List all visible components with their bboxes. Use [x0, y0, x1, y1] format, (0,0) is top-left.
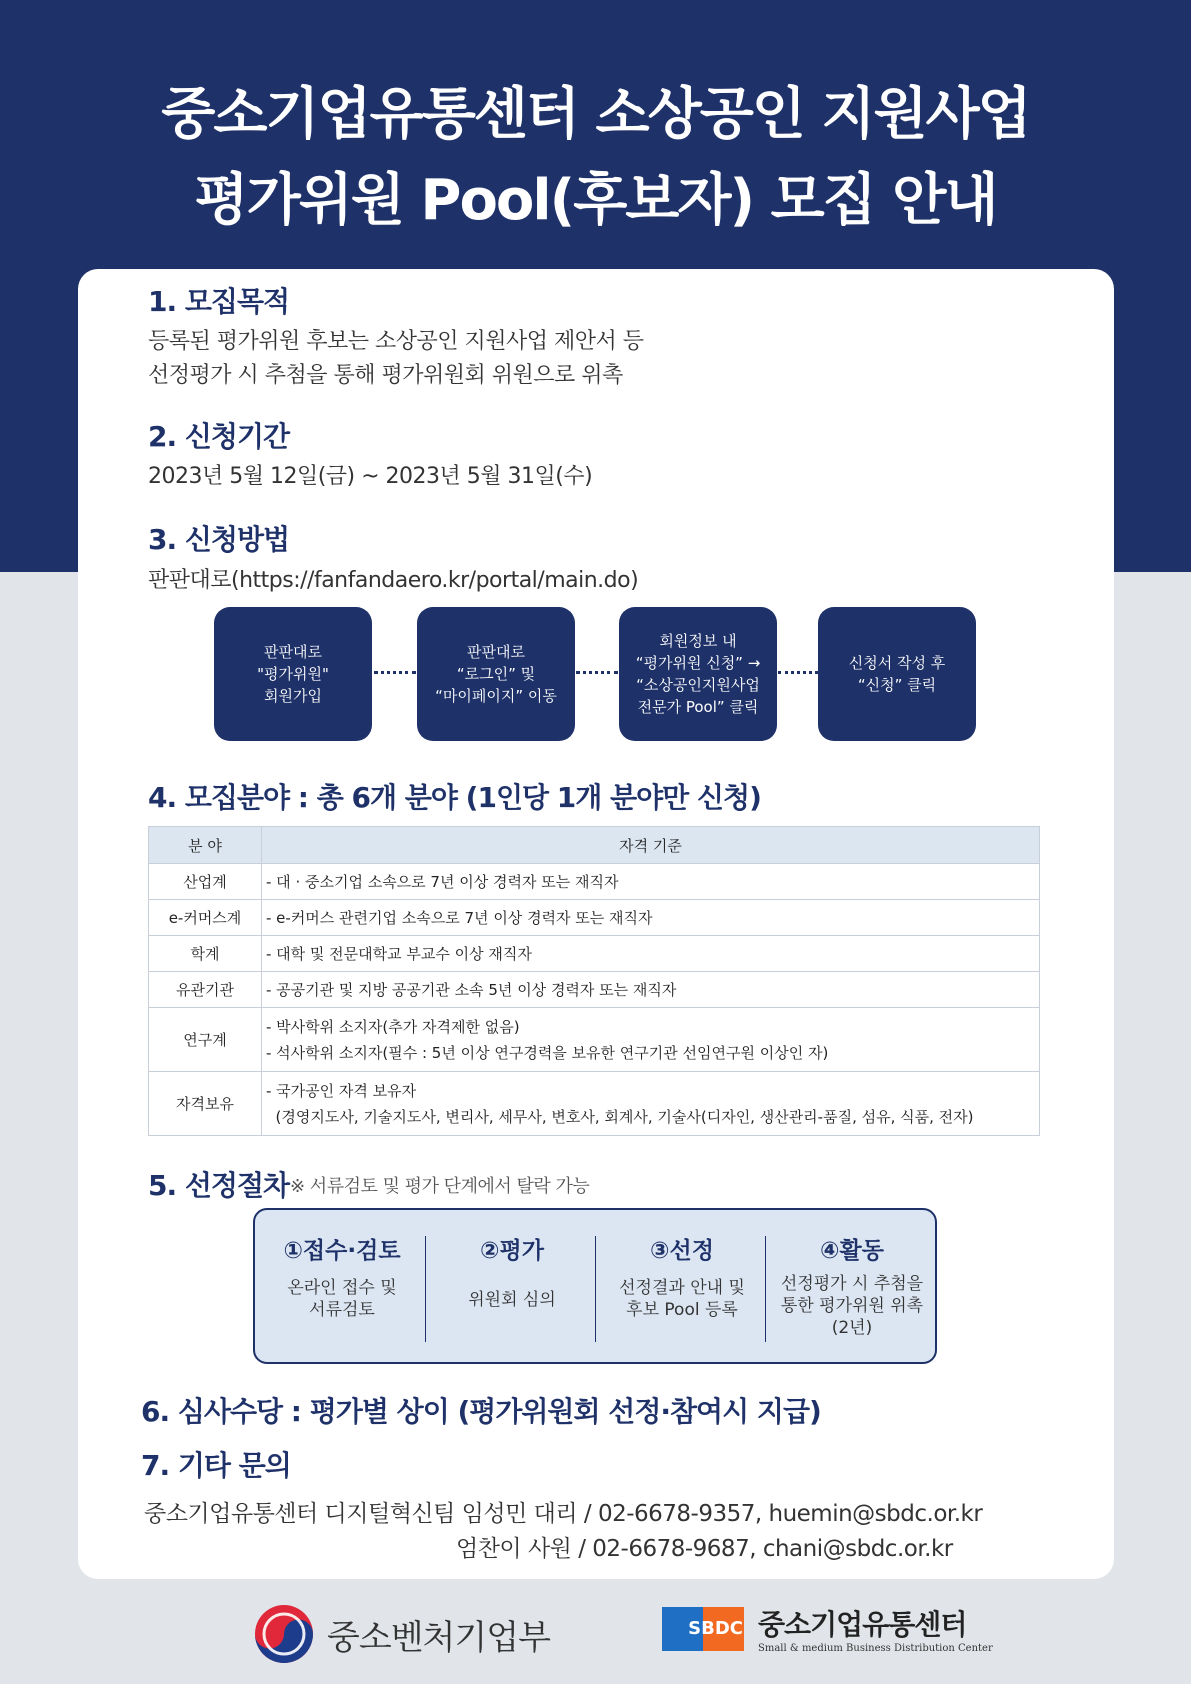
- criteria-line: - e-커머스 관련기업 소속으로 7년 이상 경력자 또는 재직자: [266, 908, 653, 927]
- field-cell: 자격보유: [149, 1072, 262, 1136]
- ministry-logo: [253, 1603, 550, 1665]
- column-header-criteria: 자격 기준: [262, 827, 1040, 864]
- section-5-note: ※ 서류검토 및 평가 단계에서 탈락 가능: [290, 1176, 590, 1197]
- criteria-line: - 국가공인 자격 보유자: [266, 1081, 417, 1100]
- title-line-1: 중소기업유통센터 소상공인 지원사업: [161, 82, 1030, 147]
- column-header-field: 분 야: [149, 827, 262, 864]
- table-row: [149, 1008, 1040, 1072]
- process-step-1: [257, 1232, 427, 1321]
- criteria-cell: [262, 1008, 1040, 1072]
- table-row: [149, 1072, 1040, 1136]
- table-row: [149, 864, 1040, 900]
- contact-line-2: 엄찬이 사원 / 02-6678-9687, chani@sbdc.or.kr: [456, 1536, 953, 1562]
- table-row: [149, 900, 1040, 936]
- section-2-heading: 2. 신청기간: [148, 420, 290, 453]
- process-divider: [425, 1236, 426, 1342]
- step-3-line: 전문가 Pool” 클릭: [637, 698, 759, 716]
- process-step-2: [427, 1232, 597, 1311]
- title-line-2: 평가위원 Pool(후보자) 모집 안내: [194, 168, 997, 233]
- process-step-4: [767, 1232, 937, 1339]
- sbdc-name-block: [758, 1603, 993, 1654]
- desc-line: 선정결과 안내 및: [619, 1278, 745, 1298]
- process-step-title: ③선정: [650, 1238, 714, 1264]
- criteria-cell: [262, 1072, 1040, 1136]
- desc-line: 통한 평가위원 위촉: [780, 1296, 924, 1316]
- step-1-line: 판판대로: [264, 643, 322, 661]
- step-2-line: 판판대로: [467, 643, 525, 661]
- step-4-line: 신청서 작성 후: [848, 654, 946, 672]
- step-2-line: “마이페이지” 이동: [435, 687, 557, 705]
- field-cell: 연구계: [149, 1008, 262, 1072]
- sbdc-badge: [662, 1607, 744, 1651]
- criteria-table: [148, 826, 1040, 1136]
- ministry-name: 중소벤처기업부: [327, 1617, 550, 1658]
- field-cell: 산업계: [149, 864, 262, 900]
- section-5-heading: 5. 선정절차: [148, 1169, 290, 1202]
- criteria-cell: [262, 864, 1040, 900]
- apply-step-2: [417, 607, 575, 741]
- application-url[interactable]: 판판대로(https://fanfandaero.kr/portal/main.do): [148, 568, 639, 593]
- field-cell: e-커머스계: [149, 900, 262, 936]
- contact-line-1: 중소기업유통센터 디지털혁신팀 임성민 대리 / 02-6678-9357, huemin@sbdc.or.kr: [144, 1501, 983, 1527]
- desc-line: (2년): [831, 1318, 873, 1338]
- desc-line: 선정평가 시 추첨을: [780, 1274, 924, 1294]
- criteria-line: - 석사학위 소지자(필수 : 5년 이상 연구경력을 보유한 연구기관 선임연구원 이상인 자): [266, 1043, 829, 1062]
- step-1-line: "평가위원": [257, 665, 329, 683]
- page-title: [0, 72, 1191, 244]
- desc-line: 서류검토: [309, 1300, 375, 1320]
- sbdc-logo: [662, 1603, 993, 1654]
- step-connector: [778, 671, 818, 674]
- criteria-line: - 대 · 중소기업 소속으로 7년 이상 경력자 또는 재직자: [266, 872, 619, 891]
- sbdc-badge-text: SBDC: [688, 1618, 743, 1639]
- process-step-title: ②평가: [480, 1238, 544, 1264]
- process-divider: [595, 1236, 596, 1342]
- apply-step-4: [818, 607, 976, 741]
- apply-step-3: [619, 607, 777, 741]
- process-step-desc: [767, 1273, 937, 1339]
- step-3-line: 회원정보 내: [659, 632, 737, 650]
- process-step-title: ①접수·검토: [283, 1238, 401, 1264]
- table-row: [149, 936, 1040, 972]
- sbdc-center-en: Small & medium Business Distribution Center: [758, 1643, 993, 1654]
- step-4-line: “신청” 클릭: [857, 676, 937, 694]
- section-6-heading: 6. 심사수당 : 평가별 상이 (평가위원회 선정·참여시 지급): [141, 1395, 821, 1428]
- step-connector: [374, 671, 416, 674]
- section-1-line-2: 선정평가 시 추첨을 통해 평가위원회 위원으로 위촉: [148, 363, 623, 388]
- criteria-line: - 대학 및 전문대학교 부교수 이상 재직자: [266, 944, 532, 963]
- process-step-title: ④활동: [820, 1238, 884, 1264]
- criteria-cell: [262, 900, 1040, 936]
- step-2-line: “로그인” 및: [456, 665, 536, 683]
- step-3-line: “평가위원 신청” →: [635, 654, 761, 672]
- process-divider: [765, 1236, 766, 1342]
- criteria-cell: [262, 936, 1040, 972]
- field-cell: 유관기관: [149, 972, 262, 1008]
- process-step-3: [597, 1232, 767, 1321]
- section-1-line-1: 등록된 평가위원 후보는 소상공인 지원사업 제안서 등: [148, 329, 644, 354]
- step-1-line: 회원가입: [264, 687, 322, 705]
- section-7-heading: 7. 기타 문의: [141, 1449, 291, 1482]
- criteria-cell: [262, 972, 1040, 1008]
- criteria-line: (경영지도사, 기술지도사, 변리사, 세무사, 변호사, 회계사, 기술사(디자인, 생산관리-품질, 섬유, 식품, 전자): [266, 1107, 974, 1126]
- process-step-desc: [427, 1277, 597, 1311]
- section-1-heading: 1. 모집목적: [148, 285, 290, 318]
- process-step-desc: [257, 1277, 427, 1321]
- table-row: [149, 972, 1040, 1008]
- section-4-heading: 4. 모집분야 : 총 6개 분야 (1인당 1개 분야만 신청): [148, 781, 761, 814]
- process-step-desc: [597, 1277, 767, 1321]
- criteria-line: - 공공기관 및 지방 공공기관 소속 5년 이상 경력자 또는 재직자: [266, 980, 677, 999]
- criteria-line: - 박사학위 소지자(추가 자격제한 없음): [266, 1017, 520, 1036]
- taegeuk-icon: [253, 1603, 315, 1665]
- desc-line: 위원회 심의: [468, 1290, 556, 1310]
- selection-process-box: [253, 1208, 937, 1364]
- field-cell: 학계: [149, 936, 262, 972]
- desc-line: 후보 Pool 등록: [626, 1300, 738, 1320]
- step-3-line: “소상공인지원사업: [636, 676, 760, 694]
- step-connector: [576, 671, 618, 674]
- table-header-row: [149, 827, 1040, 864]
- application-period: 2023년 5월 12일(금) ~ 2023년 5월 31일(수): [148, 464, 593, 489]
- desc-line: 온라인 접수 및: [287, 1278, 397, 1298]
- section-3-heading: 3. 신청방법: [148, 523, 290, 556]
- apply-step-1: [214, 607, 372, 741]
- sbdc-center-name: 중소기업유통센터: [758, 1608, 967, 1641]
